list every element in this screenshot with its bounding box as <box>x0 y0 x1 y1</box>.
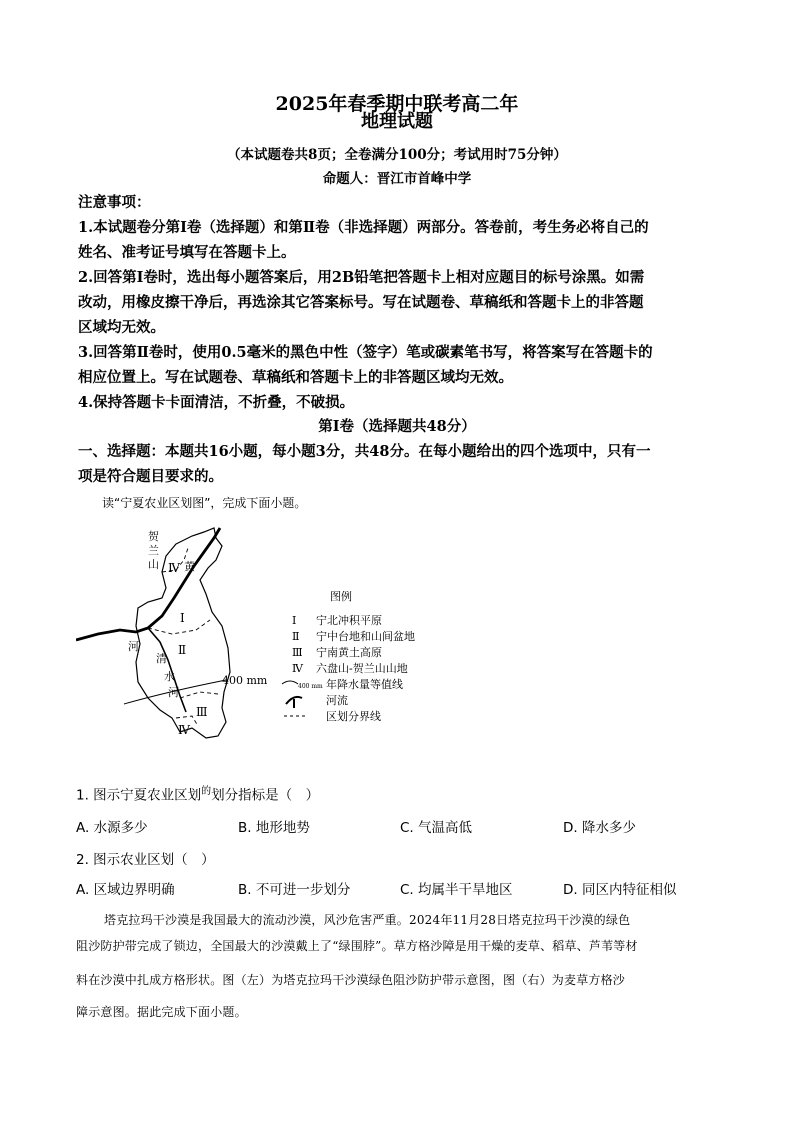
legend-text: 河流 <box>326 694 348 707</box>
question-2-stem: 2. 图示农业区划（ ） <box>76 852 215 868</box>
legend-symbol: Ⅳ <box>292 662 303 675</box>
region-I-label: Ⅰ <box>180 611 185 625</box>
exam-subject: 地理试题 <box>361 111 433 132</box>
question-stem-part: 1. 图示宁夏农业区划 <box>76 787 202 804</box>
isoline-legend-small: 400 mm <box>298 683 323 690</box>
river-legend-symbol <box>286 697 302 708</box>
passage-line: 阻沙防护带完成了锁边，全国最大的沙漠戴上了“绿围脖”。草方格沙障是用干燥的麦草、稻草、芦苇等材 <box>76 939 638 953</box>
section-instructions: 项是符合题目要求的。 <box>78 468 223 485</box>
question-1-stem <box>76 782 319 804</box>
question-stem-sup: 的 <box>201 786 212 797</box>
label-shui: 水 <box>164 670 175 683</box>
notice-line: 4.保持答题卡卡面清洁，不折叠，不破损。 <box>78 394 355 411</box>
section-instructions: 一、选择题：本题共16小题，每小题3分，共48分。在每小题给出的四个选项中，只有一 <box>78 443 651 460</box>
region-IV-label: Ⅳ <box>178 723 190 737</box>
boundary-line <box>148 620 210 634</box>
label-he: 河 <box>128 640 139 653</box>
passage-line: 障示意图。据此完成下面小题。 <box>76 1005 247 1019</box>
legend-title: 图例 <box>330 590 352 603</box>
notice-line: 1.本试题卷分第Ⅰ卷（选择题）和第Ⅱ卷（非选择题）两部分。答卷前，考生务必将自己的 <box>78 219 649 236</box>
label-huang: 黄 <box>184 560 195 573</box>
passage-line: 塔克拉玛干沙漠是我国最大的流动沙漠，风沙危害严重。2024年11月28日塔克拉玛干沙漠的绿色 <box>104 913 631 927</box>
question-stem-part: 划分指标是（ ） <box>211 787 320 804</box>
notice-line: 姓名、准考证号填写在答题卡上。 <box>78 244 296 261</box>
label-helan: 山 <box>148 558 159 571</box>
region-III-label: Ⅲ <box>196 705 208 719</box>
legend-symbol: Ⅱ <box>292 630 300 643</box>
option-D: D. 同区内特征相似 <box>563 882 677 898</box>
isoline-label: 400 mm <box>222 674 268 687</box>
exam-author: 命题人：晋江市首峰中学 <box>322 171 472 187</box>
notice-line: 3.回答第Ⅱ卷时，使用0.5毫米的黑色中性（签字）笔或碳素笔书写，将答案写在答题卡的 <box>78 344 653 361</box>
option-B: B. 不可进一步划分 <box>238 882 351 898</box>
isoline-legend-symbol <box>282 681 298 684</box>
legend-text: 区划分界线 <box>326 710 381 723</box>
map-intro: 读“宁夏农业区划图”，完成下面小题。 <box>102 496 307 510</box>
section-title: 第Ⅰ卷（选择题共48分） <box>318 418 476 435</box>
legend-text: 年降水量等值线 <box>326 678 403 691</box>
option-A: A. 水源多少 <box>76 820 148 836</box>
option-C: C. 均属半干旱地区 <box>400 882 513 898</box>
option-D: D. 降水多少 <box>563 820 636 836</box>
region-IV-label: Ⅳ <box>168 561 180 575</box>
notice-heading: 注意事项： <box>78 194 151 211</box>
legend-text: 六盘山-贺兰山山地 <box>316 662 408 675</box>
passage-line: 料在沙漠中扎成方格形状。图（左）为塔克拉玛干沙漠绿色阻沙防护带示意图，图（右）为麦草方格沙 <box>76 973 626 987</box>
label-helan: 兰 <box>148 544 159 557</box>
label-qing: 清 <box>156 652 167 665</box>
legend-text: 宁北冲积平原 <box>316 614 382 627</box>
region-II-label: Ⅱ <box>178 643 187 657</box>
option-C: C. 气温高低 <box>400 820 473 836</box>
label-he2: 河 <box>168 686 179 699</box>
option-A: A. 区域边界明确 <box>76 882 175 898</box>
legend-text: 宁中台地和山间盆地 <box>316 630 415 643</box>
ningxia-map <box>76 522 476 752</box>
option-B: B. 地形地势 <box>238 820 310 836</box>
notice-line: 改动，用橡皮擦干净后，再选涂其它答案标号。写在试题卷、草稿纸和答题卡上的非答题 <box>78 294 644 311</box>
notice-line: 2.回答第Ⅰ卷时，选出每小题答案后，用2B铅笔把答题卡上相对应题目的标号涂黑。如需 <box>78 269 645 286</box>
notice-line: 区域均无效。 <box>78 319 165 336</box>
exam-title: 2025年春季期中联考高二年 <box>275 93 519 115</box>
legend-text: 宁南黄土高原 <box>316 646 382 659</box>
legend-symbol: Ⅲ <box>292 646 303 659</box>
label-helan: 贺 <box>148 530 159 543</box>
boundary-line <box>180 692 218 698</box>
legend-symbol: Ⅰ <box>292 614 297 627</box>
notice-line: 相应位置上。写在试题卷、草稿纸和答题卡上的非答题区域均无效。 <box>78 369 513 386</box>
exam-info: （本试题卷共8页；全卷满分100分；考试用时75分钟） <box>227 147 567 163</box>
